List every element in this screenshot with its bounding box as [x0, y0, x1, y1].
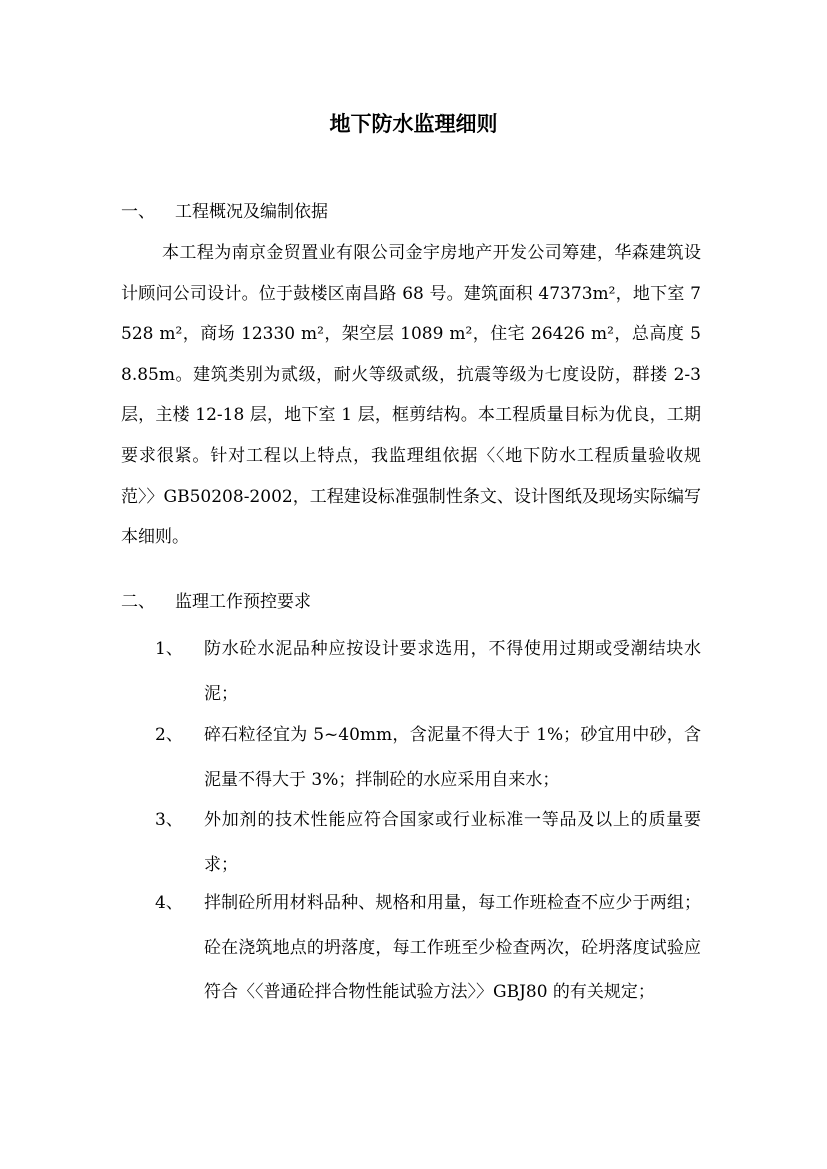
list-item — [155, 713, 701, 802]
list-item-number: 1、 — [155, 639, 183, 659]
overview-paragraph: 本工程为南京金贸置业有限公司金宇房地产开发公司筹建，华森建筑设计顾问公司设计。位于鼓楼区南昌路 68 号。建筑面积 47373m²，地下室 7528 m²，商场 12330 m²，架空层 1089 m²，住宅 26426 m²，总高度 58.85m。建筑类别为贰级，耐火等级贰级，抗震等级为七度设防，群搂 2-3 层，主楼 12-18 层，地下室 1 层，框剪结构。本工程质量目标为优良，工期要求很紧。针对工程以上特点，我监理组依据〈〈地下防水工程质量验收规范〉〉GB50208-2002，工程建设标准强制性条文、设计图纸及现场实际编写本细则。 — [121, 243, 701, 548]
section-heading-precontrol — [121, 586, 311, 618]
list-item-number: 4、 — [155, 893, 183, 913]
list-item — [155, 627, 701, 716]
list-item-text: 防水砼水泥品种应按设计要求选用，不得使用过期或受潮结块水泥； — [204, 639, 701, 704]
list-item-number: 2、 — [155, 725, 183, 745]
list-item — [155, 798, 701, 887]
section-heading-overview — [121, 196, 328, 228]
section-title: 工程概况及编制依据 — [175, 202, 328, 222]
list-item-text: 拌制砼所用材料品种、规格和用量，每工作班检查不应少于两组；砼在浇筑地点的坍落度，每工作班至少检查两次，砼坍落度试验应符合〈〈普通砼拌合物性能试验方法〉〉GBJ80 的有关规定； — [204, 893, 701, 1002]
list-item-number: 3、 — [155, 810, 183, 830]
list-item-text: 外加剂的技术性能应符合国家或行业标准一等品及以上的质量要求； — [204, 810, 701, 875]
section-number: 一、 — [121, 202, 155, 222]
section-number: 二、 — [121, 592, 155, 612]
section-title: 监理工作预控要求 — [175, 592, 311, 612]
list-item-text: 碎石粒径宜为 5~40mm，含泥量不得大于 1%；砂宜用中砂，含泥量不得大于 3%；拌制砼的水应采用自来水； — [204, 725, 701, 790]
list-item — [155, 881, 701, 1015]
document-title: 地下防水监理细则 — [329, 111, 498, 136]
